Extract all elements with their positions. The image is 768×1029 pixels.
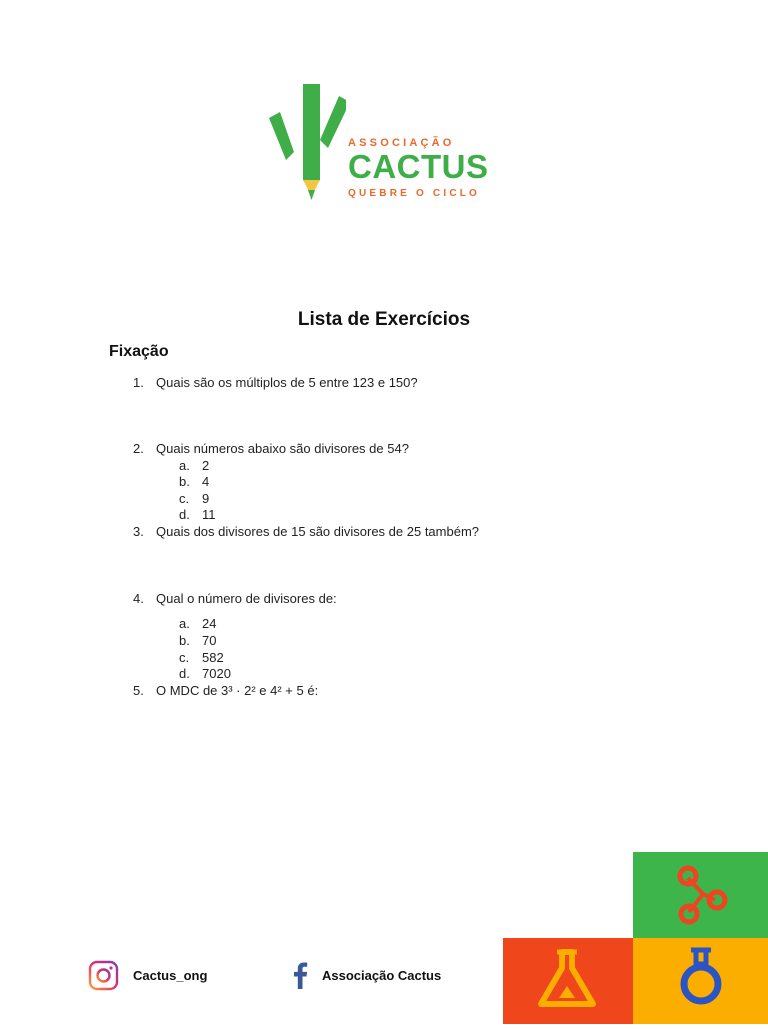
- page-title: Lista de Exercícios: [297, 309, 471, 330]
- option-letter: d.: [179, 666, 190, 681]
- option-letter: a.: [179, 616, 190, 631]
- question-number: 5.: [133, 683, 144, 698]
- flask-icon: [503, 938, 633, 1024]
- flask-tile: [503, 938, 633, 1024]
- option-letter: b.: [179, 474, 190, 489]
- logo-subtitle: ASSOCIAÇÃO: [348, 137, 455, 149]
- option-text: 70: [202, 633, 217, 648]
- facebook-link[interactable]: [292, 958, 441, 992]
- question-number: 1.: [133, 375, 144, 390]
- question-text: Quais números abaixo são divisores de 54?: [156, 441, 409, 456]
- logo-name: CACTUS: [348, 148, 489, 185]
- round-flask-tile: [633, 938, 768, 1024]
- option-text: 2: [202, 458, 210, 473]
- question-text: Quais dos divisores de 15 são divisores de 25 também?: [156, 524, 480, 539]
- question-text: Qual o número de divisores de:: [156, 591, 337, 606]
- instagram-icon: [88, 960, 119, 991]
- option-text: 582: [202, 650, 224, 665]
- cactus-logo: [266, 82, 506, 206]
- molecule-icon: [633, 852, 768, 938]
- facebook-icon: [292, 961, 308, 989]
- section-heading: Fixação: [109, 343, 169, 360]
- question-text: Quais são os múltiplos de 5 entre 123 e 150?: [156, 375, 418, 390]
- option-letter: c.: [179, 650, 190, 665]
- question-number: 3.: [133, 524, 144, 539]
- option-letter: a.: [179, 458, 190, 473]
- question-text: O MDC de 3³ · 2² e 4² + 5 é:: [156, 683, 319, 698]
- molecule-tile: [633, 852, 768, 938]
- option-text: 24: [202, 616, 217, 631]
- flask-round-icon: [633, 938, 768, 1024]
- option-text: 4: [202, 474, 210, 489]
- option-text: 11: [202, 507, 216, 522]
- option-text: 9: [202, 491, 210, 506]
- option-text: 7020: [202, 666, 231, 681]
- instagram-handle: Cactus_ong: [133, 967, 208, 983]
- option-letter: c.: [179, 491, 190, 506]
- question-number: 2.: [133, 441, 144, 456]
- option-letter: b.: [179, 633, 190, 648]
- logo-tagline: QUEBRE O CICLO: [348, 188, 481, 199]
- question-number: 4.: [133, 591, 144, 606]
- option-letter: d.: [179, 507, 190, 522]
- cactus-pencil-icon: [266, 82, 346, 206]
- facebook-page: Associação Cactus: [322, 967, 442, 983]
- instagram-link[interactable]: [88, 958, 207, 992]
